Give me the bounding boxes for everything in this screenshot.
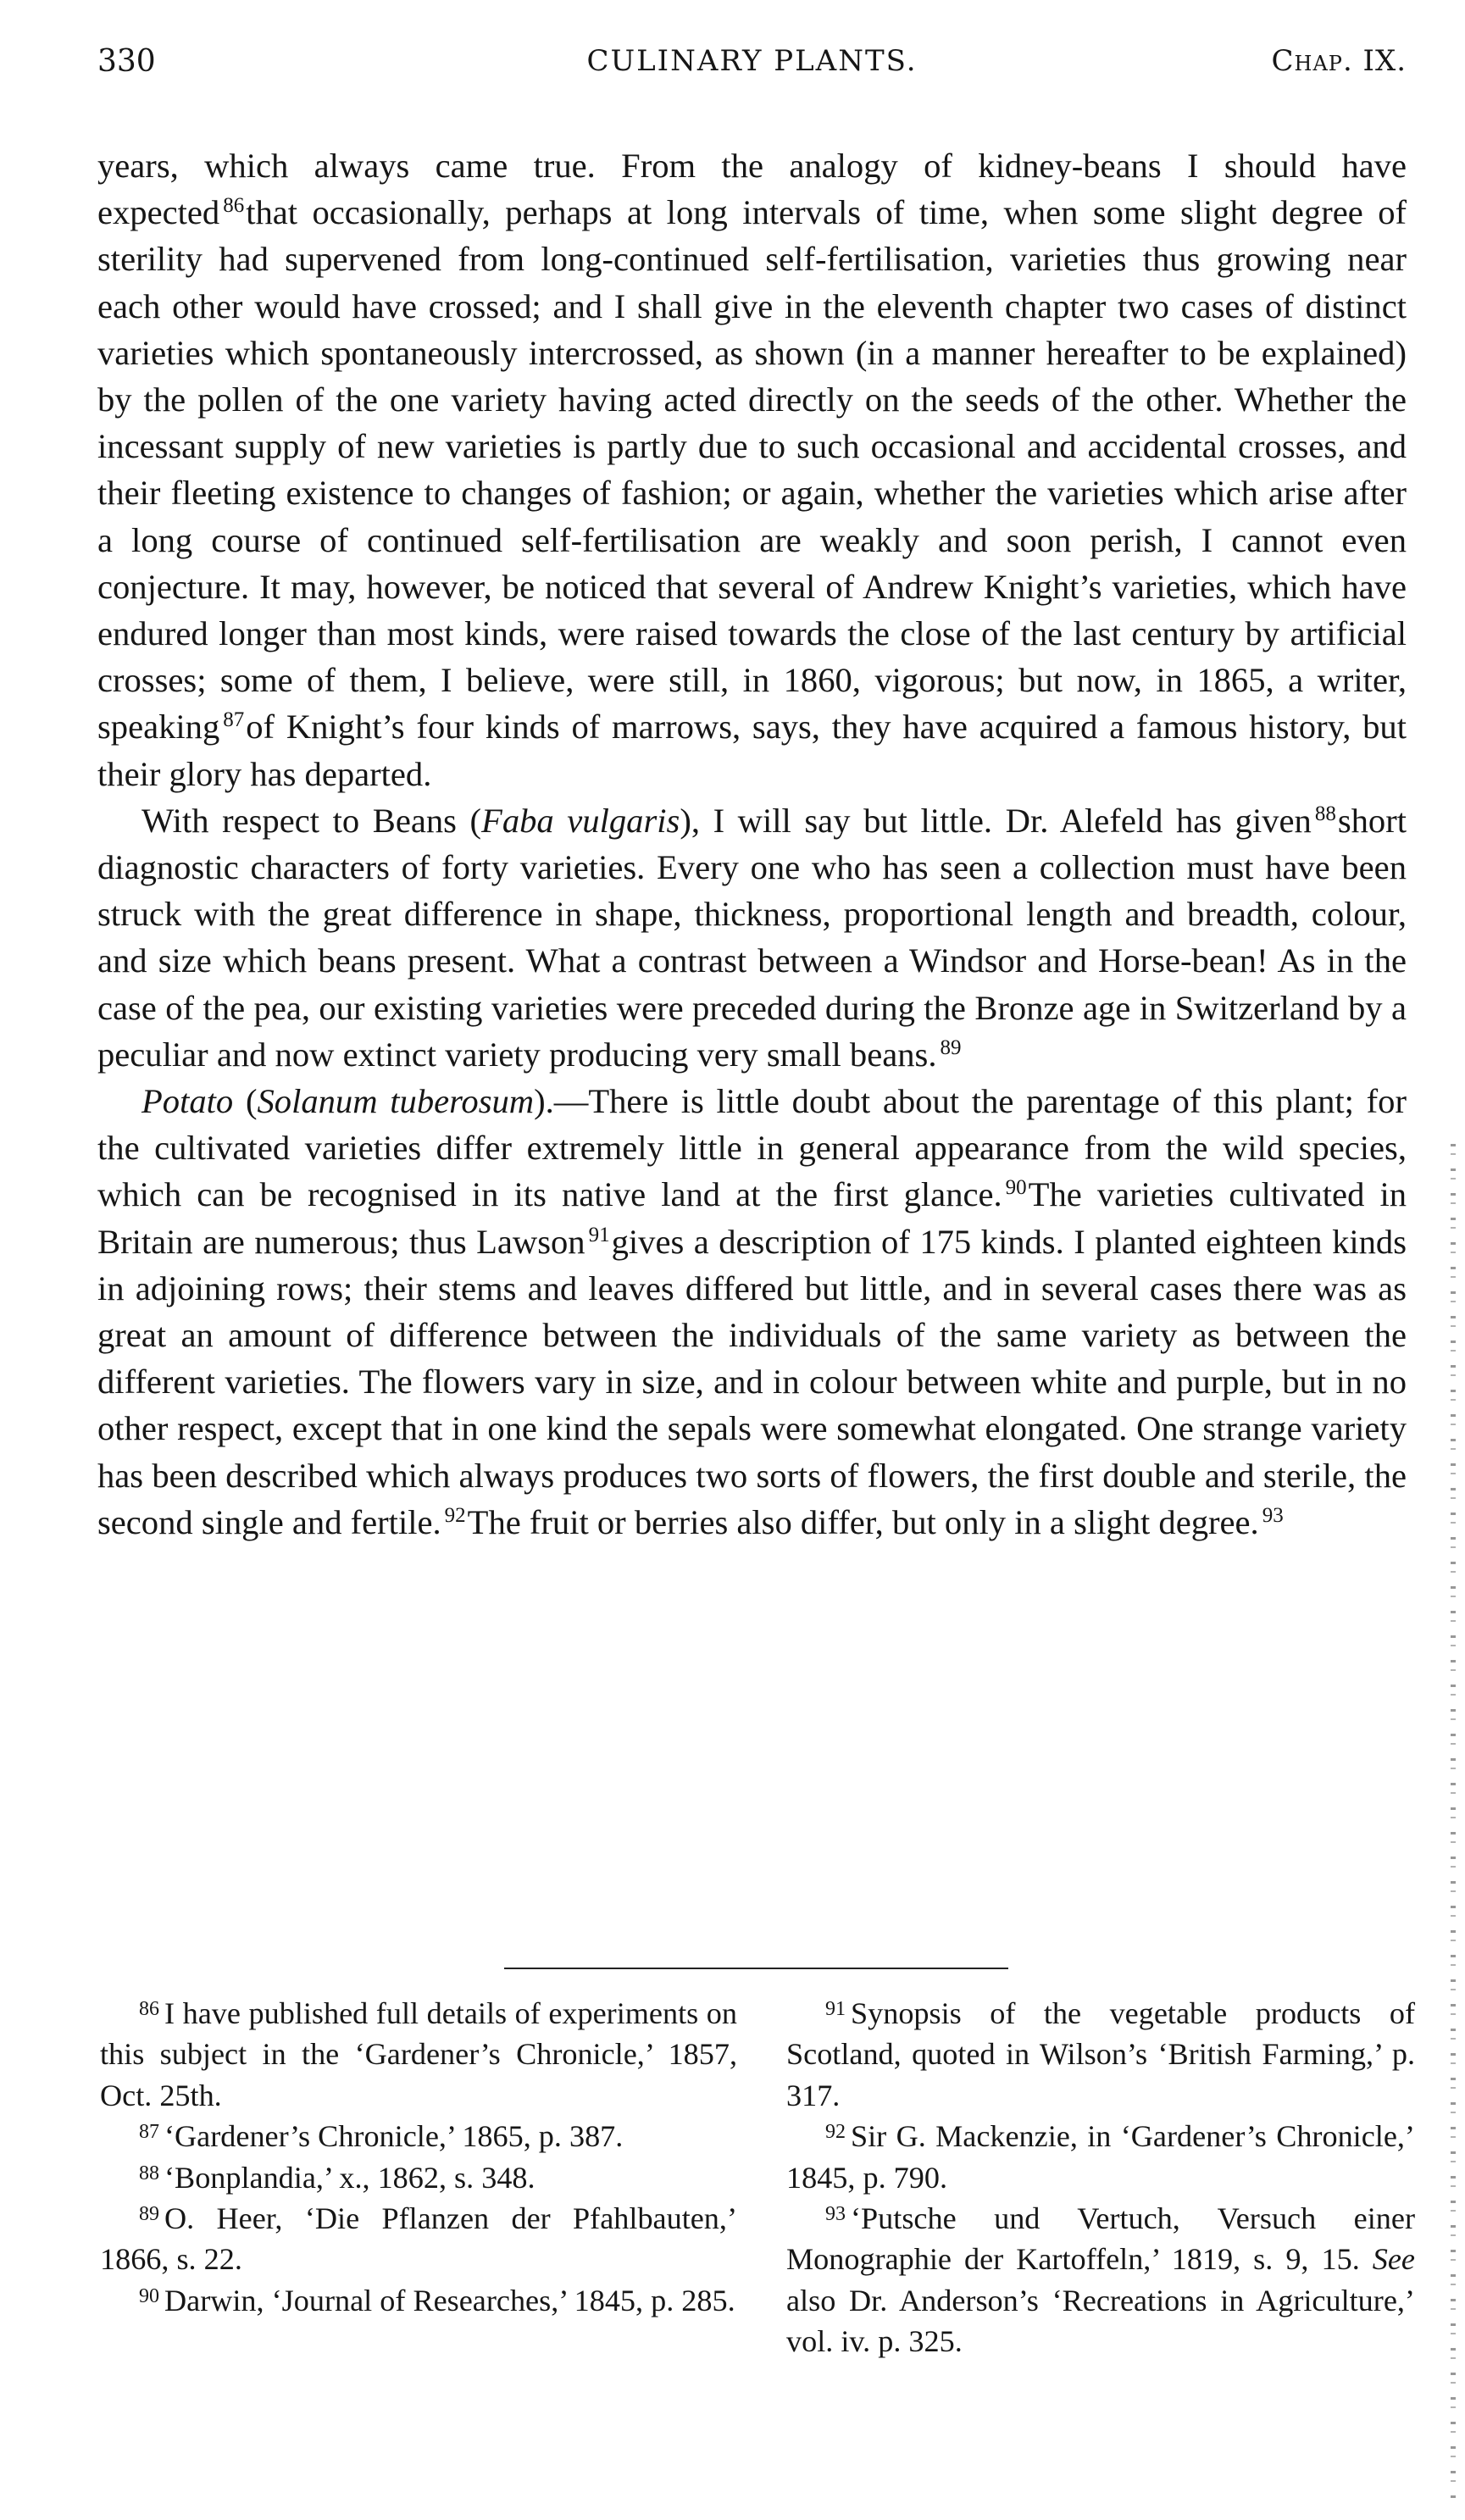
paragraph-peas <box>97 142 1407 797</box>
footnote-ref[interactable]: 88 <box>1314 802 1336 825</box>
species-name: Faba vulgaris <box>481 801 680 840</box>
text-run: gives a description of 175 kinds. I planted eighteen kinds in adjoining rows; their stems and leaves differed but little, and in several cases there was as great an amount of difference between the individuals of the same variety as between the different varieties. The flowers vary in size, and in colour between white and purple, but in no other respect, except that in one kind the sepals were somewhat elongated. One strange variety has been described which always produces two sorts of flowers, the first double and sterile, the second single and fertile. <box>97 1222 1407 1541</box>
text-run: ), I will say but little. Dr. Alefeld has given <box>680 801 1312 840</box>
footnote-ref[interactable]: 90 <box>1005 1176 1027 1200</box>
footnote-ref[interactable]: 86 <box>223 194 245 218</box>
text-run: years, which always came true. From the analogy of kidney-beans I should have expected <box>97 147 1407 232</box>
footnote-text: ‘Gardener’s Chronicle,’ 1865, p. 387. <box>164 2119 624 2154</box>
footnote-number: 88 <box>139 2162 159 2184</box>
text-run: that occasionally, perhaps at long intervals of time, when some slight degree of sterility had supervened from long-continued self-fertilisation, varieties thus growing near each other would have crossed; and I shall give in the eleventh chapter two cases of distinct varieties which spontaneously intercrossed, as shown (in a manner hereafter to be explained) by the pollen of the one variety having acted directly on the seeds of the other. Whether the incessant supply of new varieties is partly due to such occasional and accidental crosses, and their fleeting existence to changes of fashion; or again, whether the varieties which arise after a long course of continued self-fertilisation are weakly and soon perish, I cannot even conjecture. It may, however, be noticed that several of Andrew Knight’s varieties, which have endured longer than most kinds, were raised towards the close of the last century by artificial crosses; some of them, I believe, were still, in 1860, vigorous; but now, in 1865, a writer, speaking <box>97 193 1407 747</box>
main-text <box>97 142 1407 1546</box>
footnote-92 <box>786 2116 1415 2198</box>
footnote-divider <box>504 1968 1008 1969</box>
footnote-88 <box>100 2157 737 2198</box>
running-head <box>97 44 1407 95</box>
footnotes-right-column <box>786 1993 1415 2362</box>
footnote-ref[interactable]: 89 <box>940 1035 962 1059</box>
footnote-number: 91 <box>825 1998 846 2020</box>
text-run: The varieties cultivated in Britain are numerous; thus Lawson <box>97 1175 1407 1261</box>
section-heading: Potato <box>142 1082 234 1121</box>
footnote-number: 92 <box>825 2121 846 2144</box>
footnote-number: 93 <box>825 2203 846 2226</box>
footnote-93 <box>786 2198 1415 2362</box>
text-run: ).—There is little doubt about the parentage of this plant; for the cultivated varieties differ extremely little in general appearance from the wild species, which can be recognised in its native land at the first glance. <box>97 1082 1407 1214</box>
footnote-text: I have published full details of experiments on this subject in the ‘Gardener’s Chronicle,’ 1857, Oct. 25th. <box>100 1996 737 2112</box>
footnote-ref[interactable]: 93 <box>1262 1503 1284 1527</box>
chapter-label: Chap. IX. <box>1271 44 1407 78</box>
footnote-ref[interactable]: 91 <box>588 1223 610 1246</box>
footnote-text: Sir G. Mackenzie, in ‘Gardener’s Chronicle,’ 1845, p. 790. <box>786 2119 1415 2195</box>
footnote-text: also Dr. Anderson’s ‘Recreations in Agriculture,’ vol. iv. p. 325. <box>786 2283 1415 2359</box>
footnotes <box>100 1993 1415 2434</box>
text-run: ( <box>233 1082 258 1121</box>
footnote-ref[interactable]: 87 <box>223 708 245 732</box>
footnote-text: O. Heer, ‘Die Pflanzen der Pfahlbauten,’ 1866, s. 22. <box>100 2201 737 2277</box>
footnote-86 <box>100 1993 737 2116</box>
footnote-text: Synopsis of the vegetable products of Scotland, quoted in Wilson’s ‘British Farming,’ p. 317. <box>786 1996 1415 2112</box>
scan-gutter-speckle <box>1451 1144 1456 2500</box>
footnote-number: 90 <box>139 2284 159 2307</box>
footnote-ref[interactable]: 92 <box>444 1503 466 1527</box>
see-also-label: See <box>1372 2242 1415 2277</box>
species-name: Solanum tuberosum <box>257 1082 535 1121</box>
paragraph-beans <box>97 797 1407 1078</box>
footnote-90 <box>100 2280 737 2321</box>
footnotes-left-column <box>100 1993 737 2321</box>
footnote-text: ‘Putsche und Vertuch, Versuch einer Monographie der Kartoffeln,’ 1819, s. 9, 15. <box>786 2201 1415 2277</box>
running-title: CULINARY PLANTS. <box>586 44 918 78</box>
paragraph-potato <box>97 1078 1407 1546</box>
text-run: of Knight’s four kinds of marrows, says, they have acquired a famous history, but their glory has departed. <box>97 708 1407 793</box>
footnote-91 <box>786 1993 1415 2116</box>
footnote-number: 89 <box>139 2203 159 2226</box>
footnote-87 <box>100 2116 737 2156</box>
footnote-text: ‘Bonplandia,’ x., 1862, s. 348. <box>164 2160 536 2195</box>
text-run: The fruit or berries also differ, but only in a slight degree. <box>467 1502 1259 1541</box>
text-run: short diagnostic characters of forty varieties. Every one who has seen a collection must have been struck with the great difference in shape, thickness, proportional length and breadth, colour, and size which beans present. What a contrast between a Windsor and Horse-bean! As in the case of the pea, our existing varieties were preceded during the Bronze age in Switzerland by a peculiar and now extinct variety producing very small beans. <box>97 801 1407 1074</box>
footnote-text: Darwin, ‘Journal of Researches,’ 1845, p. 285. <box>164 2283 735 2317</box>
footnote-number: 86 <box>139 1998 159 2020</box>
footnote-89 <box>100 2198 737 2280</box>
page-number: 330 <box>97 44 156 79</box>
text-run: With respect to Beans ( <box>142 801 482 840</box>
footnote-number: 87 <box>139 2121 159 2144</box>
